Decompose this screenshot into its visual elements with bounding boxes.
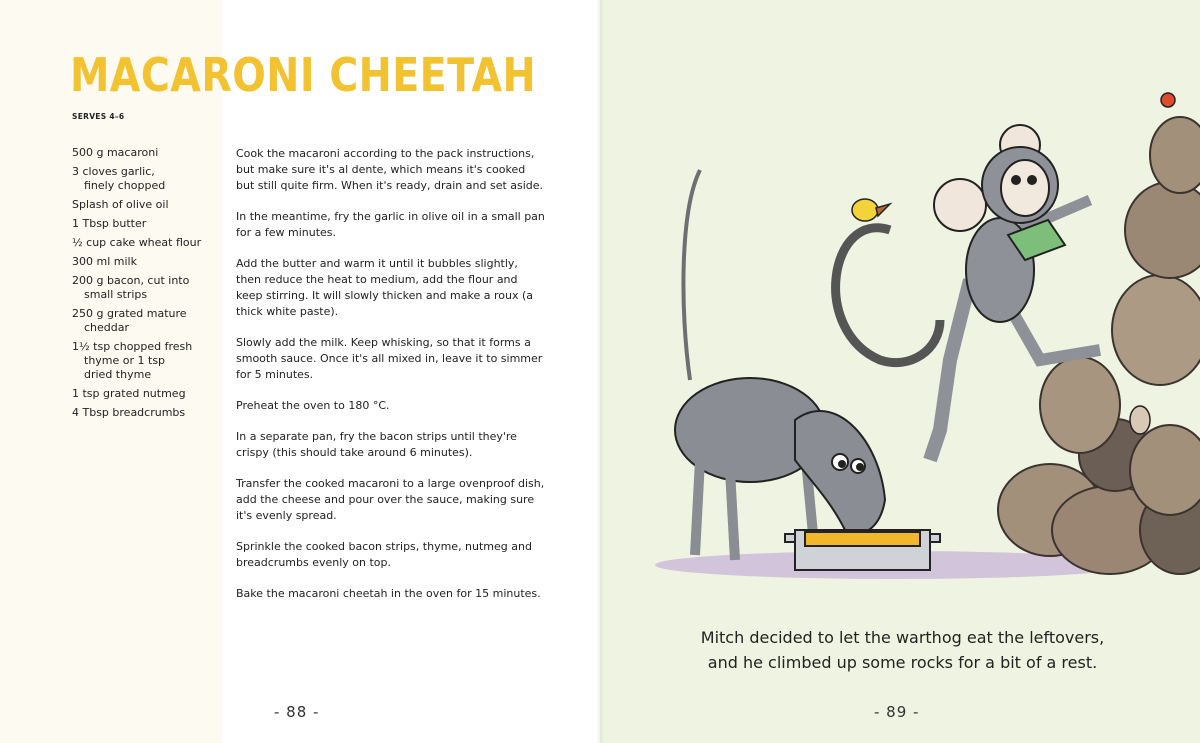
recipe-serves: SERVES 4–6 — [72, 112, 125, 121]
method-step: Slowly add the milk. Keep whisking, so that it forms a smooth sauce. Once it's all mixed in, leave it to simmer for 5 minutes. — [236, 336, 543, 381]
ingredient-item: 1 Tbsp butter — [72, 217, 147, 230]
warthog-monkey-illustration — [640, 60, 1200, 600]
caption-line: and he climbed up some rocks for a bit of a rest. — [707, 653, 1098, 672]
page-number-left: - 88 - — [274, 703, 320, 721]
ingredient-item: 300 ml milk — [72, 255, 137, 268]
meerkat-icon — [1130, 406, 1150, 434]
method-step: Cook the macaroni according to the pack instructions, but make sure it's al dente, which means it's cooked but still quite firm. When it's ready, drain and set aside. — [236, 147, 544, 192]
ingredient-item: 3 cloves garlic, finely chopped — [72, 165, 166, 192]
ingredient-item: Splash of olive oil — [72, 198, 169, 211]
method-step: In the meantime, fry the garlic in olive oil in a small pan for a few minutes. — [236, 210, 545, 239]
book-gutter — [596, 0, 604, 743]
ingredient-item: ½ cup cake wheat flour — [72, 236, 202, 249]
warthog — [675, 170, 885, 560]
bird-icon — [852, 199, 890, 221]
method-step: Bake the macaroni cheetah in the oven for 15 minutes. — [236, 587, 541, 600]
ladybird-icon — [1161, 93, 1175, 107]
recipe-title: MACARONI CHEETAH — [70, 48, 537, 102]
story-caption — [680, 625, 1125, 675]
baking-dish — [785, 530, 940, 570]
method-step: Sprinkle the cooked bacon strips, thyme, nutmeg and breadcrumbs evenly on top. — [236, 540, 532, 569]
ingredient-item: 1½ tsp chopped fresh thyme or 1 tsp dried thyme — [72, 340, 193, 381]
method-step: Add the butter and warm it until it bubbles slightly, then reduce the heat to medium, add the flour and keep stirring. It will slowly thicken and make a roux (a thick white paste). — [236, 257, 533, 318]
method-step: In a separate pan, fry the bacon strips until they're crispy (this should take around 6 minutes). — [236, 430, 517, 459]
method-steps — [236, 146, 546, 617]
ingredient-item: 4 Tbsp breadcrumbs — [72, 406, 186, 419]
ingredient-item: 500 g macaroni — [72, 146, 159, 159]
method-step: Transfer the cooked macaroni to a large ovenproof dish, add the cheese and pour over the sauce, making sure it's evenly spread. — [236, 477, 545, 522]
ingredient-item: 1 tsp grated nutmeg — [72, 387, 186, 400]
caption-line: Mitch decided to let the warthog eat the leftovers, — [700, 628, 1105, 647]
ingredient-item: 200 g bacon, cut into small strips — [72, 274, 190, 301]
ingredient-item: 250 g grated mature cheddar — [72, 307, 187, 334]
ingredient-list — [72, 146, 222, 425]
method-step: Preheat the oven to 180 °C. — [236, 399, 390, 412]
page-number-right: - 89 - — [874, 703, 920, 721]
